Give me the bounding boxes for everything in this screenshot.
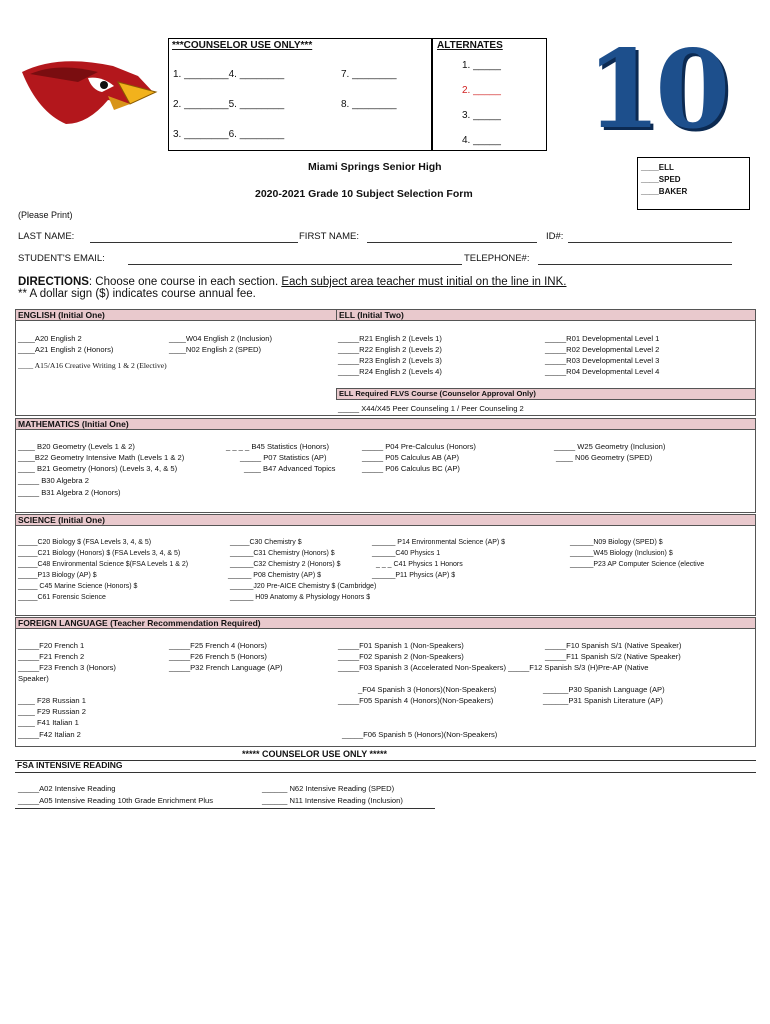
last-name-label: LAST NAME:: [18, 231, 75, 242]
directions-label: DIRECTIONS: [18, 276, 89, 288]
list-item[interactable]: ______ P14 Environmental Science (AP) $: [372, 539, 506, 546]
list-item[interactable]: ____W04 English 2 (Inclusion): [169, 334, 272, 343]
list-item[interactable]: _ _ _ C41 Physics 1 Honors: [376, 561, 463, 568]
list-item[interactable]: _____R22 English 2 (Levels 2): [338, 345, 442, 354]
counselor-only-banner: ***** COUNSELOR USE ONLY *****: [242, 749, 388, 759]
list-item[interactable]: _____P32 French Language (AP): [169, 663, 283, 672]
list-item[interactable]: ____ F28 Russian 1: [18, 696, 86, 705]
list-item[interactable]: ____A21 English 2 (Honors): [18, 345, 114, 354]
telephone-line[interactable]: [538, 264, 732, 265]
email-label: STUDENT'S EMAIL:: [18, 253, 105, 264]
list-item[interactable]: _____F23 French 3 (Honors): [18, 663, 116, 672]
counselor-use-title: ***COUNSELOR USE ONLY***: [172, 40, 313, 51]
list-item[interactable]: ______C32 Chemistry 2 (Honors) $: [230, 561, 341, 568]
list-item[interactable]: _____F02 Spanish 2 (Non-Speakers): [338, 652, 464, 661]
list-item[interactable]: _____F03 Spanish 3 (Accelerated Non-Speakers) _____F12 Spanish S/3 (H)Pre-AP (Native: [338, 663, 649, 672]
form-title: 2020-2021 Grade 10 Subject Selection Form: [255, 188, 473, 200]
list-item[interactable]: _____R04 Developmental Level 4: [545, 367, 660, 376]
list-item[interactable]: _____R03 Developmental Level 3: [545, 356, 660, 365]
list-item[interactable]: _____C21 Biology (Honors) $ (FSA Levels 3, 4, & 5): [18, 550, 181, 557]
list-item[interactable]: _____ X44/X45 Peer Counseling 1 / Peer Counseling 2: [338, 404, 524, 413]
list-item[interactable]: ____ B21 Geometry (Honors) (Levels 3, 4, & 5): [18, 464, 178, 473]
banner-rule: [15, 760, 756, 761]
list-item[interactable]: ______J20 Pre-AICE Chemistry $ (Cambridge): [230, 583, 377, 590]
list-item[interactable]: _____ P07 Statistics (AP): [240, 453, 327, 462]
alternate-slot: 4. _____: [462, 135, 501, 146]
list-item[interactable]: ______P30 Spanish Language (AP): [543, 685, 665, 694]
reading-header: FSA INTENSIVE READING: [17, 760, 123, 770]
counselor-slot: 2. ________5. ________: [173, 99, 285, 110]
cardinal-logo: [18, 52, 158, 132]
list-item[interactable]: ______W45 Biology (Inclusion) $: [570, 550, 673, 557]
list-item[interactable]: ______P31 Spanish Literature (AP): [543, 696, 663, 705]
list-item[interactable]: ____ N06 Geometry (SPED): [556, 453, 653, 462]
list-item[interactable]: ____B22 Geometry Intensive Math (Levels 1 & 2): [18, 453, 185, 462]
list-item[interactable]: ____A20 English 2: [18, 334, 82, 343]
first-name-label: FIRST NAME:: [299, 231, 359, 242]
list-item[interactable]: ____ A15/A16 Creative Writing 1 & 2 (Elective): [18, 361, 167, 370]
list-item[interactable]: _____ B30 Algebra 2: [18, 476, 89, 485]
id-label: ID#:: [546, 231, 564, 242]
english-header: ENGLISH (Initial One): [15, 309, 337, 321]
list-item[interactable]: _____F25 French 4 (Honors): [169, 641, 267, 650]
alternate-slot: 1. _____: [462, 60, 501, 71]
alternate-slot: 3. _____: [462, 110, 501, 121]
counselor-slot: 8. ________: [341, 99, 397, 110]
list-item[interactable]: ____ F41 Italian 1: [18, 718, 79, 727]
telephone-label: TELEPHONE#:: [464, 253, 530, 264]
list-item[interactable]: _____C30 Chemistry $: [230, 539, 302, 546]
list-item[interactable]: _____F26 French 5 (Honors): [169, 652, 267, 661]
ell-flvs-header: ELL Required FLVS Course (Counselor Approval Only): [336, 388, 756, 400]
list-item[interactable]: _____A02 Intensive Reading: [18, 784, 116, 793]
counselor-slot: 7. ________: [341, 69, 397, 80]
list-item[interactable]: _____A05 Intensive Reading 10th Grade Enrichment Plus: [18, 796, 214, 805]
list-item[interactable]: _____R01 Developmental Level 1: [545, 334, 660, 343]
list-item[interactable]: ______ N62 Intensive Reading (SPED): [262, 784, 395, 793]
list-item[interactable]: ____ B47 Advanced Topics: [244, 464, 336, 473]
list-item[interactable]: _____R23 English 2 (Levels 3): [338, 356, 442, 365]
list-item[interactable]: ____N02 English 2 (SPED): [169, 345, 262, 354]
list-item[interactable]: _F04 Spanish 3 (Honors)(Non-Speakers): [358, 685, 497, 694]
please-print: (Please Print): [18, 210, 73, 220]
list-item[interactable]: _____C61 Forensic Science: [18, 594, 106, 601]
school-name: Miami Springs Senior High: [308, 161, 442, 173]
program-sped: ____SPED: [641, 175, 681, 184]
list-item[interactable]: ______N09 Biology (SPED) $: [570, 539, 663, 546]
counselor-slot: 3. ________6. ________: [173, 129, 285, 140]
ell-header: ELL (Initial Two): [336, 309, 756, 321]
list-item[interactable]: _____F01 Spanish 1 (Non-Speakers): [338, 641, 464, 650]
list-item[interactable]: _____P13 Biology (AP) $: [18, 572, 97, 579]
list-item[interactable]: _____ P06 Calculus BC (AP): [362, 464, 460, 473]
science-header: SCIENCE (Initial One): [15, 514, 756, 526]
list-item[interactable]: _____R02 Developmental Level 2: [545, 345, 660, 354]
last-name-line[interactable]: [90, 242, 298, 243]
list-item[interactable]: _____F06 Spanish 5 (Honors)(Non-Speakers): [342, 730, 498, 739]
list-item[interactable]: _____F21 French 2: [18, 652, 85, 661]
list-item[interactable]: _____ P05 Calculus AB (AP): [362, 453, 460, 462]
directions: [18, 276, 566, 288]
list-item[interactable]: _____C48 Environmental Science $(FSA Levels 1 & 2): [18, 561, 189, 568]
reading-rule: [15, 772, 756, 773]
fee-note: ** A dollar sign ($) indicates course annual fee.: [18, 288, 256, 300]
list-item[interactable]: ______ N11 Intensive Reading (Inclusion): [262, 796, 403, 805]
list-item[interactable]: ____ F29 Russian 2: [18, 707, 86, 716]
list-item[interactable]: ______C31 Chemistry (Honors) $: [230, 550, 335, 557]
math-header: MATHEMATICS (Initial One): [15, 418, 756, 430]
list-item[interactable]: ____ B20 Geometry (Levels 1 & 2): [18, 442, 135, 451]
list-item[interactable]: ______ H09 Anatomy & Physiology Honors $: [230, 594, 371, 601]
list-item: Speaker): [18, 674, 49, 683]
email-line[interactable]: [128, 264, 462, 265]
counselor-slot: 1. ________4. ________: [173, 69, 285, 80]
list-item[interactable]: _____F10 Spanish S/1 (Native Speaker): [545, 641, 682, 650]
foreign-header: FOREIGN LANGUAGE (Teacher Recommendation Required): [15, 617, 756, 629]
list-item[interactable]: _____F11 Spanish S/2 (Native Speaker): [545, 652, 681, 661]
reading-bottom-rule: [15, 808, 435, 809]
list-item[interactable]: _____C20 Biology $ (FSA Levels 3, 4, & 5): [18, 539, 152, 546]
list-item[interactable]: ______C40 Physics 1: [372, 550, 441, 557]
foreign-frame: [15, 617, 756, 747]
directions-ink-note: Each subject area teacher must initial on the line in INK.: [281, 276, 567, 288]
list-item[interactable]: _____ W25 Geometry (Inclusion): [554, 442, 666, 451]
list-item[interactable]: _____ C45 Marine Science (Honors) $: [18, 583, 138, 590]
list-item[interactable]: _____F20 French 1: [18, 641, 85, 650]
list-item[interactable]: _____F05 Spanish 4 (Honors)(Non-Speakers): [338, 696, 494, 705]
list-item[interactable]: _____F42 Italian 2: [18, 730, 81, 739]
directions-text: : Choose one course in each section.: [88, 276, 282, 288]
alternate-slot: 2. _____: [462, 85, 501, 96]
list-item[interactable]: ______ P08 Chemistry (AP) $: [228, 572, 321, 579]
list-item[interactable]: _ _ _ _ B45 Statistics (Honors): [226, 442, 329, 451]
list-item[interactable]: ______P23 AP Computer Science (elective: [570, 561, 705, 568]
grade-badge: 10: [586, 27, 725, 153]
id-line[interactable]: [568, 242, 732, 243]
program-ell: ____ELL: [641, 163, 674, 172]
list-item[interactable]: _____ P04 Pre-Calculus (Honors): [362, 442, 476, 451]
first-name-line[interactable]: [367, 242, 537, 243]
list-item[interactable]: _____R24 English 2 (Levels 4): [338, 367, 442, 376]
alternates-title: ALTERNATES: [437, 40, 503, 51]
program-baker: ____BAKER: [641, 187, 688, 196]
list-item[interactable]: ______P11 Physics (AP) $: [372, 572, 456, 579]
list-item[interactable]: _____R21 English 2 (Levels 1): [338, 334, 442, 343]
list-item[interactable]: _____ B31 Algebra 2 (Honors): [18, 488, 121, 497]
